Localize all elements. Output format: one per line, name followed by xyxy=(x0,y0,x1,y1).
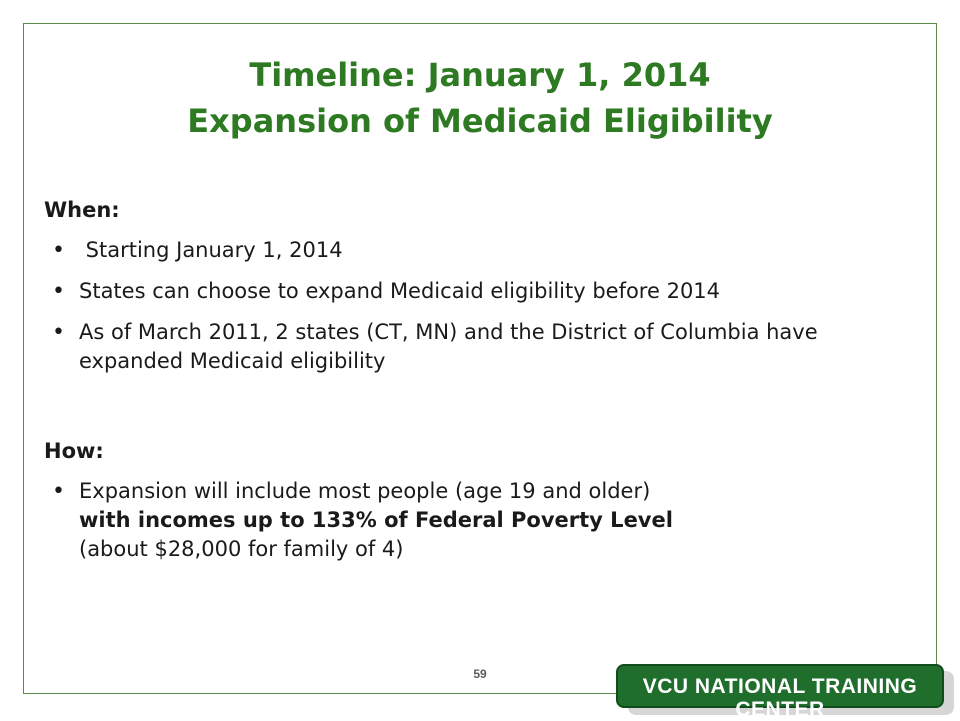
how-bullet-line-3: (about $28,000 for family of 4) xyxy=(79,537,404,561)
when-bullet-start-date: • Starting January 1, 2014 xyxy=(44,236,914,265)
vcu-brand-badge xyxy=(616,664,944,721)
title-line-1: Timeline: January 1, 2014 xyxy=(249,56,711,94)
title-line-2: Expansion of Medicaid Eligibility xyxy=(187,102,773,140)
section-spacer xyxy=(44,388,914,437)
when-heading: When: xyxy=(44,198,120,222)
how-bullet-list xyxy=(44,477,914,564)
when-bullet-early-expansion: • States can choose to expand Medicaid eligibility before 2014 xyxy=(44,277,914,306)
how-bullet-line-1: • Expansion will include most people (age 19 and older) xyxy=(79,479,651,503)
page-number: 59 xyxy=(473,667,487,681)
how-bullet-expansion xyxy=(44,477,914,564)
how-heading: How: xyxy=(44,439,104,463)
how-bullet-line-2-bold: with incomes up to 133% of Federal Poverty Level xyxy=(79,508,673,532)
when-bullet-list xyxy=(44,236,914,376)
slide-title xyxy=(23,52,937,144)
when-bullet-current-states: • As of March 2011, 2 states (CT, MN) and the District of Columbia have expanded Medicaid eligibility xyxy=(44,318,914,376)
slide-body xyxy=(44,196,914,576)
brand-badge-label: VCU NATIONAL TRAINING CENTER xyxy=(642,675,918,721)
